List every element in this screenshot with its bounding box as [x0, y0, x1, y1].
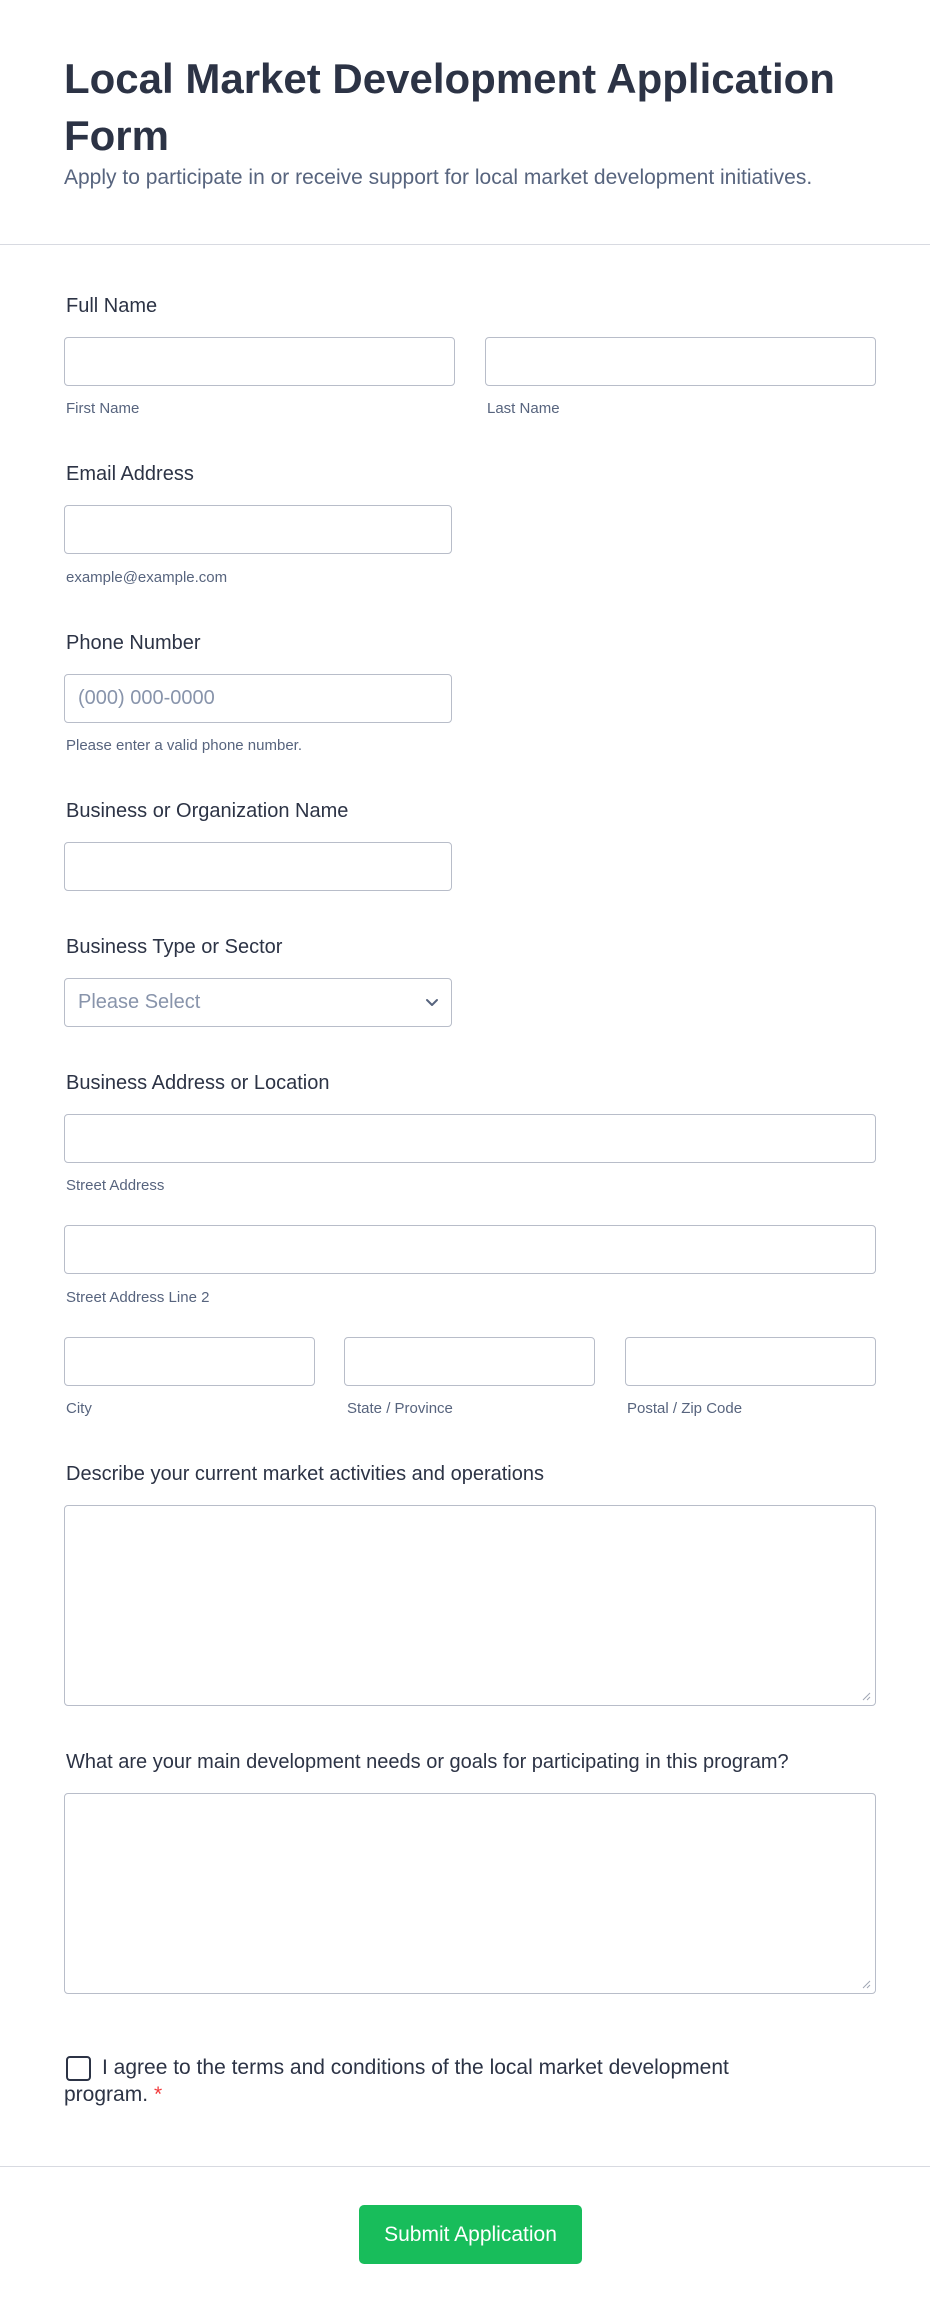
city-input[interactable] — [64, 1337, 315, 1386]
business-name-input[interactable] — [64, 842, 452, 891]
address-label: Business Address or Location — [66, 1072, 330, 1094]
footer-divider — [0, 2166, 930, 2167]
street-address-input[interactable] — [64, 1114, 876, 1163]
email-input[interactable] — [64, 505, 452, 554]
chevron-down-icon — [423, 993, 441, 1011]
resize-grip-icon[interactable] — [861, 1979, 871, 1989]
street-address-sublabel: Street Address — [66, 1177, 165, 1194]
submit-button[interactable]: Submit Application — [359, 2205, 582, 2264]
state-sublabel: State / Province — [347, 1400, 453, 1417]
last-name-input[interactable] — [485, 337, 876, 386]
activities-label: Describe your current market activities and operations — [66, 1463, 544, 1485]
zip-input[interactable] — [625, 1337, 876, 1386]
full-name-label: Full Name — [66, 295, 158, 317]
first-name-input[interactable] — [64, 337, 455, 386]
email-sublabel: example@example.com — [66, 569, 228, 586]
goals-textarea[interactable] — [64, 1793, 876, 1994]
page-title: Local Market Development Application Form — [64, 55, 835, 159]
phone-sublabel: Please enter a valid phone number. — [66, 737, 302, 754]
phone-label: Phone Number — [66, 632, 201, 654]
street-address-line2-input[interactable] — [64, 1225, 876, 1274]
business-type-select[interactable] — [64, 978, 452, 1027]
zip-sublabel: Postal / Zip Code — [627, 1400, 743, 1417]
email-label: Email Address — [66, 463, 194, 485]
resize-grip-icon[interactable] — [861, 1691, 871, 1701]
city-sublabel: City — [66, 1400, 92, 1417]
goals-label: What are your main development needs or goals for participating in this program? — [66, 1751, 789, 1773]
agree-text — [64, 2054, 764, 2108]
business-name-label: Business or Organization Name — [66, 800, 349, 822]
first-name-sublabel: First Name — [66, 400, 140, 417]
phone-input[interactable]: (000) 000-0000 — [64, 674, 452, 723]
state-input[interactable] — [344, 1337, 595, 1386]
business-type-label: Business Type or Sector — [66, 936, 283, 958]
required-asterisk: * — [154, 2083, 163, 2106]
page-subtitle: Apply to participate in or receive support for local market development initiatives. — [64, 166, 813, 189]
agree-checkbox[interactable] — [66, 2056, 91, 2081]
agree-label: I agree to the terms and conditions of the local market development program. — [64, 2056, 729, 2106]
header-divider — [0, 244, 930, 245]
business-type-selected: Please Select — [78, 991, 201, 1013]
activities-textarea[interactable] — [64, 1505, 876, 1706]
street-address-line2-sublabel: Street Address Line 2 — [66, 1289, 210, 1306]
last-name-sublabel: Last Name — [487, 400, 560, 417]
